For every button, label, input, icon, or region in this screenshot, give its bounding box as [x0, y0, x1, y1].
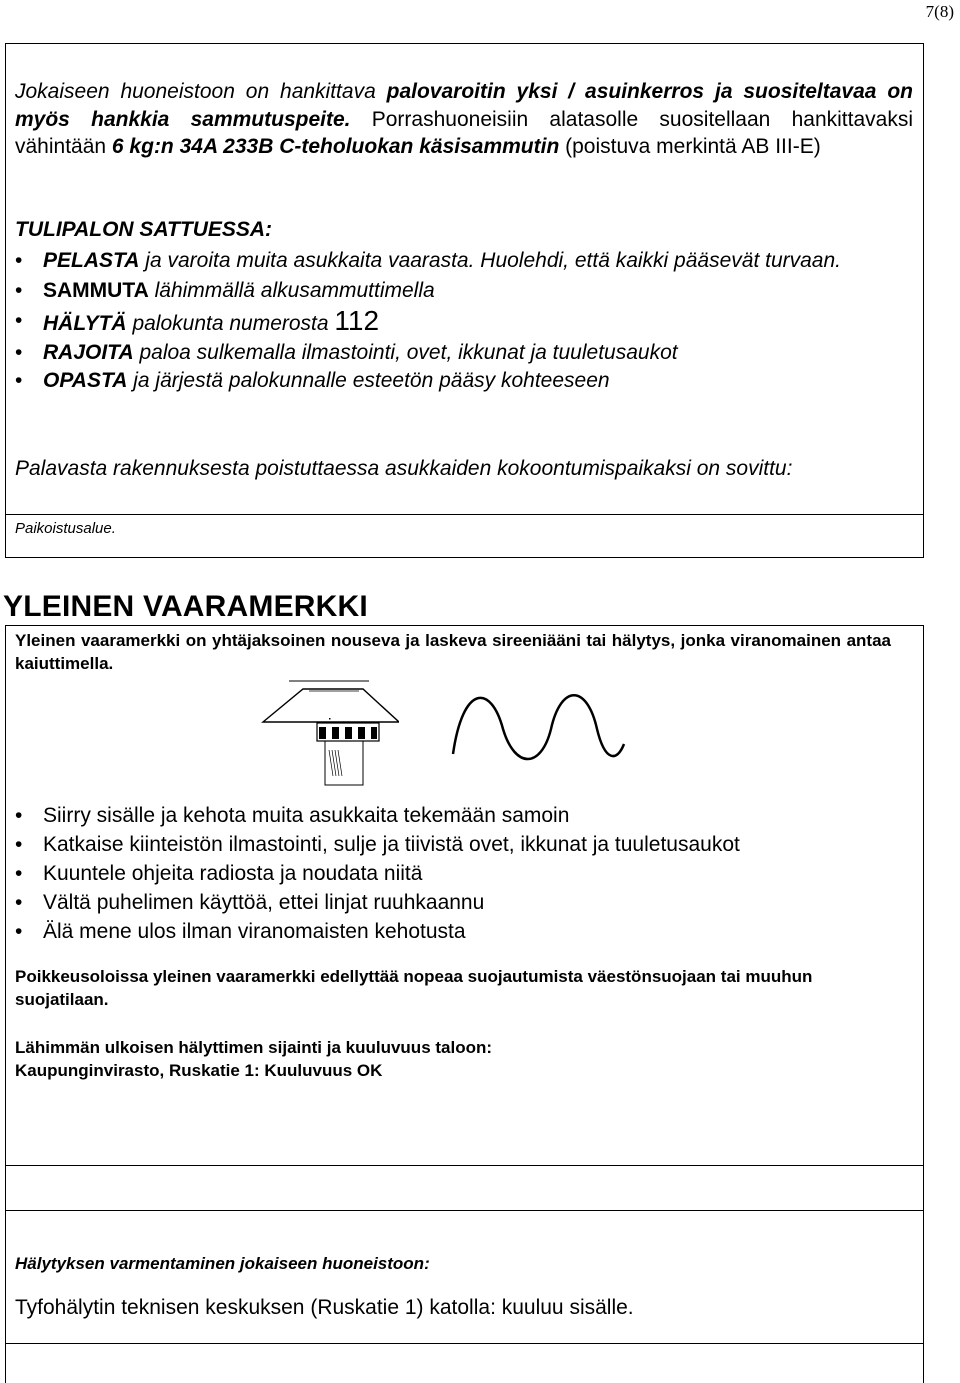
instruction-text: palokunta numerosta: [126, 312, 335, 335]
gathering-value: Paikoistusalue.: [15, 520, 116, 537]
nearest-siren-value: Kaupunginvirasto, Ruskatie 1: Kuuluvuus OK: [15, 1061, 383, 1080]
instruction-key: SAMMUTA: [43, 279, 149, 302]
instruction-text: lähimmällä alkusammuttimella: [148, 279, 435, 302]
bullet-icon: •: [15, 279, 23, 302]
gathering-label: Palavasta rakennuksesta poistuttaessa asukkaiden kokoontumispaikaksi on sovittu:: [15, 457, 793, 480]
verification-value: Tyfohälytin teknisen keskuksen (Ruskatie 1) katolla: kuuluu sisälle.: [15, 1296, 634, 1319]
general-alarm-box: [5, 625, 924, 1383]
list-item: [15, 277, 913, 304]
list-item: [15, 307, 913, 337]
verification-label: Hälytyksen varmentaminen jokaiseen huoneistoon:: [15, 1254, 430, 1273]
intro-text-1-bold: palovaroitin yksi / asuinkerros ja suositeltavaa on myös hankkia sammutuspeite.: [15, 80, 913, 131]
list-item: [15, 859, 913, 888]
nearest-siren-label: Lähimmän ulkoisen hälyttimen sijainti ja kuuluvuus taloon:: [15, 1038, 493, 1057]
bullet-icon: •: [15, 369, 23, 392]
intro-text-2-bold: 6 kg:n 34A 233B C-teholuokan käsisammutin: [111, 135, 560, 158]
general-alarm-heading: YLEINEN VAARAMERKKI: [3, 590, 368, 623]
bullet-icon: •: [15, 249, 23, 272]
instruction-text: Katkaise kiinteistön ilmastointi, sulje ja tiivistä ovet, ikkunat ja tuuletusaukot: [43, 833, 740, 856]
siren-icon: [259, 678, 399, 790]
list-item: [15, 339, 913, 366]
instruction-key: PELASTA: [43, 249, 140, 272]
divider: [6, 1343, 923, 1344]
exception-note: Poikkeusoloissa yleinen vaaramerkki edellyttää nopeaa suojautumista väestönsuojaan tai muuhun suojatilaan.: [15, 967, 813, 1009]
instruction-key: OPASTA: [43, 369, 128, 392]
list-item: [15, 830, 913, 859]
bullet-icon: •: [15, 920, 23, 943]
instruction-text: ja järjestä palokunnalle esteetön pääsy kohteeseen: [127, 369, 610, 392]
instruction-text: paloa sulkemalla ilmastointi, ovet, ikkunat ja tuuletusaukot: [133, 341, 678, 364]
bullet-icon: •: [15, 309, 23, 332]
intro-text-3: (poistuva merkintä AB III-E): [559, 135, 821, 158]
alarm-instructions-list: [15, 801, 913, 946]
bullet-icon: •: [15, 833, 23, 856]
list-item: [15, 917, 913, 946]
bullet-icon: •: [15, 862, 23, 885]
instruction-text: Kuuntele ohjeita radiosta ja noudata niitä: [43, 862, 423, 885]
intro-text-2: Porrashuoneisiin alatasolle suositellaan hankittavaksi vähintään: [15, 107, 913, 158]
instruction-key: RAJOITA: [43, 341, 134, 364]
list-item: [15, 801, 913, 830]
divider: [6, 1165, 923, 1166]
list-item: [15, 367, 913, 394]
bullet-icon: •: [15, 341, 23, 364]
instruction-text: Älä mene ulos ilman viranomaisten kehotusta: [43, 920, 466, 943]
instruction-text: ja varoita muita asukkaita vaarasta. Huolehdi, että kaikki pääsevät turvaan.: [139, 249, 841, 272]
fire-safety-box: [5, 43, 924, 558]
divider: [6, 514, 923, 515]
list-item: [15, 247, 913, 274]
intro-text-1: Jokaiseen huoneistoon on hankittava: [15, 80, 387, 103]
siren-wave-icon: [451, 694, 626, 764]
emergency-number: 112: [334, 305, 380, 336]
bullet-icon: •: [15, 804, 23, 827]
fire-instructions-list: [15, 247, 913, 394]
instruction-key: HÄLYTÄ: [43, 312, 127, 335]
instruction-text: Vältä puhelimen käyttöä, ettei linjat ruuhkaannu: [43, 891, 485, 914]
page-number: 7(8): [925, 2, 954, 21]
alarm-description: Yleinen vaaramerkki on yhtäjaksoinen nouseva ja laskeva sireeniääni tai hälytys, jonka viranomainen antaa kaiuttimella.: [15, 631, 891, 673]
fire-heading: TULIPALON SATTUESSA:: [15, 218, 273, 241]
divider: [6, 1210, 923, 1211]
list-item: [15, 888, 913, 917]
bullet-icon: •: [15, 891, 23, 914]
intro-paragraph: [15, 78, 913, 161]
instruction-text: Siirry sisälle ja kehota muita asukkaita tekemään samoin: [43, 804, 570, 827]
intro-section: [15, 78, 913, 161]
